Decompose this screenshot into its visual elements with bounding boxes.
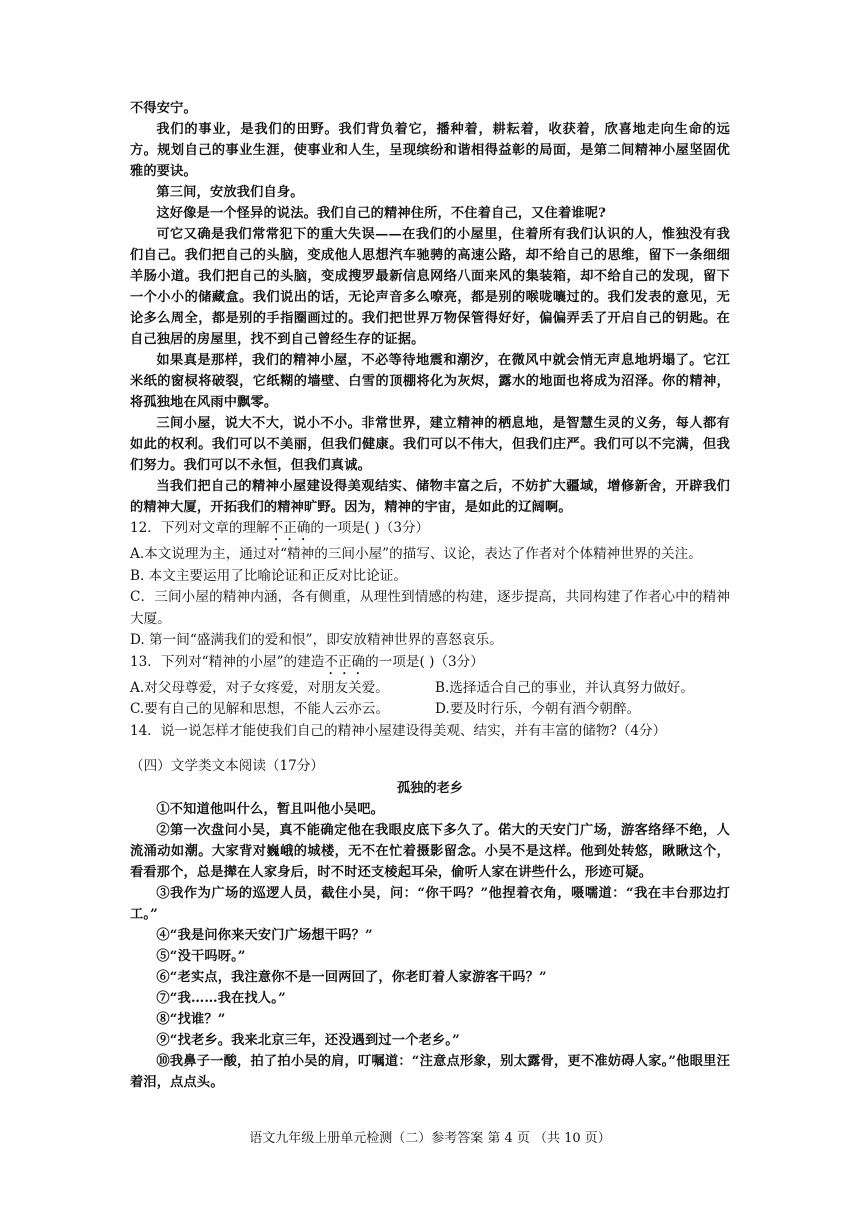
story-paragraph-1: ①不知道他叫什么，暂且叫他小吴吧。 (156, 801, 384, 817)
question-13-option-c: C.要有自己的见解和思想，不能人云亦云。 (130, 701, 389, 717)
essay-paragraph-6: 三间小屋，说大不大，说小不小。非常世界，建立精神的栖息地，是智慧生灵的义务，每人都有如此的权利。我们可以不美丽，但我们健康。我们可以不伟大，但我们庄严。我们可以不完满，但我们努力。我们可以不永恒，但我们真诚。 (130, 416, 730, 473)
story-paragraph-4: ④“我是问你来天安门广场想干吗？” (156, 927, 373, 943)
story-paragraph-6: ⑥“老实点，我注意你不是一回两回了，你老盯着人家游客干吗？” (156, 969, 547, 985)
essay-paragraph-7: 当我们把自己的精神小屋建设得美观结实、储物丰富之后，不妨扩大疆域，增修新舍，开辟我们的精神大厦，开拓我们的精神旷野。因为，精神的宇宙，是如此的辽阔啊。 (130, 479, 730, 515)
question-12-option-b: B. 本文主要运用了比喻论证和正反对比论证。 (130, 567, 407, 584)
essay-paragraph-4: 可它又确是我们常常犯下的重大失误——在我们的小屋里，住着所有我们认识的人，惟独没有我们自己。我们把自己的头脑，变成他人思想汽车驰骋的高速公路，却不给自己的思维，留下一条细细羊肠小道。我们把自己的头脑，变成搜罗最新信息网络八面来风的集装箱，却不给自己的发现，留下一个小小的储藏盒。我们说出的话，无论声音多么嘹亮，都是别的喉咙嚷过的。我们发表的意见，无论多么周全，都是别的手指圈画过的。我们把世界万物保管得好好，偏偏弄丢了开启自己的钥匙。在自己独居的房屋里，找不到自己曾经生存的证据。 (130, 227, 730, 347)
story-paragraph-10: ⑩我鼻子一酸，拍了拍小吴的肩，叮嘱道：“注意点形象，别太露骨，更不准妨碍人家。”他眼里汪着泪，点点头。 (130, 1053, 730, 1090)
essay-paragraph-3: 这好像是一个怪异的说法。我们自己的精神住所，不住着自己，又住着谁呢? (156, 206, 607, 221)
question-12-option-d: D. 第一间“盛满我们的爱和恨”，即安放精神世界的喜怒哀乐。 (130, 632, 503, 648)
story-paragraph-2: ②第一次盘问小吴，真不能确定他在我眼皮底下多久了。偌大的天安门广场，游客络绎不绝，人流涌动如潮。大家背对巍峨的城楼，无不在忙着摄影留念。小吴不是这样。他到处转悠，瞅瞅这个，看看那个，总是撵在人家身后，时不时还支棱起耳朵，偷听人家在讲些什么，形迹可疑。 (130, 822, 730, 880)
document-page (130, 98, 730, 1093)
question-12-stem: 12．下列对文章的理解不正确的一项是( )（3分） (130, 520, 430, 536)
question-13-option-b: B.选择适合自己的事业，并认真努力做好。 (435, 679, 694, 696)
section-4-header: （四）文学类文本阅读（17分） (130, 758, 325, 774)
question-13-options-row-2 (130, 699, 730, 721)
story-paragraph-5: ⑤“没干吗呀。” (156, 948, 246, 964)
question-12-option-c: C．三间小屋的精神内涵，各有侧重，从理性到情感的构建，逐步提高，共同构建了作者心中的精神大厦。 (130, 589, 730, 627)
question-13-option-d: D.要及时行乐，今朝有酒今朝醉。 (435, 701, 641, 717)
essay-paragraph-5: 如果真是那样，我们的精神小屋，不必等待地震和潮汐，在微风中就会悄无声息地坍塌了。它江米纸的窗棂将破裂，它纸糊的墙壁、白雪的顶棚将化为灰烬，露水的地面也将成为沼泽。你的精神，将孤独地在风雨中飘零。 (130, 353, 730, 410)
question-12-option-a: A.本文说理为主，通过对“精神的三间小屋”的描写、议论，表达了作者对个体精神世界的关注。 (130, 546, 702, 562)
story-paragraph-3: ③我作为广场的巡逻人员，截住小吴，问：“你干吗？”他捏着衣角，嗫嚅道：“我在丰台那边打工。” (130, 885, 730, 922)
question-13-stem: 13．下列对“精神的小屋”的建造不正确的一项是( )（3分） (130, 653, 484, 670)
essay-paragraph-2: 第三间，安放我们自身。 (156, 185, 304, 200)
essay-paragraph-0: 不得安宁。 (130, 101, 197, 116)
question-13-options-row-1 (130, 678, 730, 700)
story-paragraph-7: ⑦“我……我在找人。” (156, 990, 286, 1006)
story-paragraph-8: ⑧“找谁？” (156, 1011, 226, 1027)
question-14-stem: 14．说一说怎样才能使我们自己的精神小屋建设得美观、结实，并有丰富的储物?（4分） (130, 722, 667, 739)
essay-paragraph-1: 我们的事业，是我们的田野。我们背负着它，播种着，耕耘着，收获着，欣喜地走向生命的远方。规划自己的事业生涯，使事业和人生，呈现缤纷和谐相得益彰的局面，是第二间精神小屋坚固优雅的要诀。 (130, 122, 730, 179)
story-paragraph-9: ⑨“找老乡。我来北京三年，还没遇到过一个老乡。” (156, 1032, 460, 1048)
question-13-option-a: A.对父母尊爱，对子女疼爱，对朋友关爱。 (130, 679, 389, 696)
page-footer: 语文九年级上册单元检测（二）参考答案 第 4 页 （共 10 页） (249, 1131, 611, 1146)
story-title: 孤独的老乡 (397, 780, 463, 796)
